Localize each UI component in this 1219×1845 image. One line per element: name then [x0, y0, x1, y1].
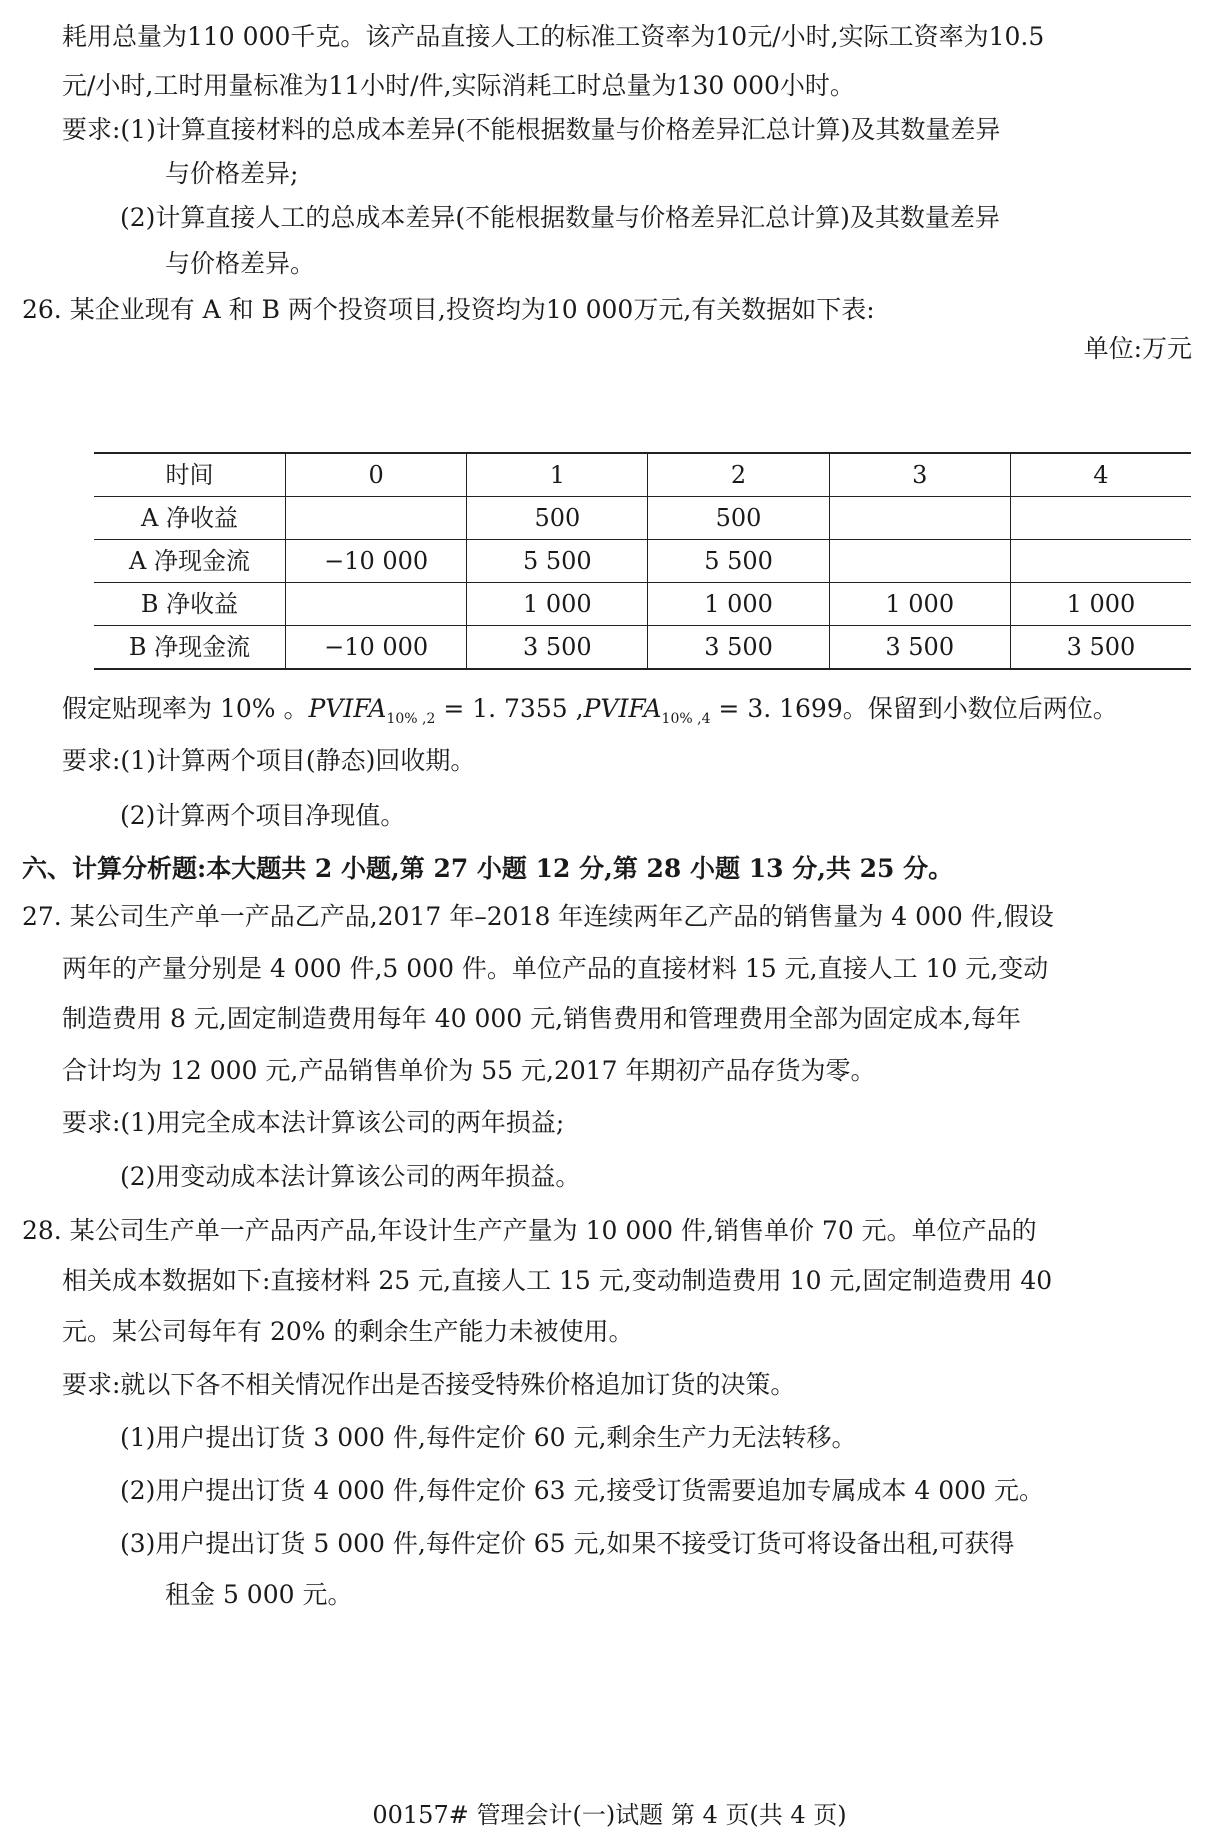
pvifa-subscript: 10% ,2 [386, 711, 436, 727]
table-row [94, 583, 1191, 626]
header-cell: 1 [467, 453, 648, 497]
table-cell [1010, 497, 1191, 540]
question-28-requirement: 要求:就以下各不相关情况作出是否接受特殊价格追加订货的决策。 [62, 1370, 796, 1399]
intro-line-2: 元/小时,工时用量标准为11小时/件,实际消耗工时总量为130 000小时。 [62, 71, 855, 100]
table-cell [286, 497, 467, 540]
table-cell [1010, 540, 1191, 583]
question-28-case-2: (2)用户提出订货 4 000 件,每件定价 63 元,接受订货需要追加专属成本 4 000 元。 [120, 1476, 1044, 1505]
pvifa-symbol: PVIFA [308, 694, 387, 723]
table-cell: 1 000 [1010, 583, 1191, 626]
question-28-case-1: (1)用户提出订货 3 000 件,每件定价 60 元,剩余生产力无法转移。 [120, 1423, 857, 1452]
table-cell: 5 500 [648, 540, 829, 583]
question-26-title: 26. 某企业现有 A 和 B 两个投资项目,投资均为10 000万元,有关数据如下表: [22, 295, 875, 324]
question-28-line-1: 28. 某公司生产单一产品丙产品,年设计生产产量为 10 000 件,销售单价 70 元。单位产品的 [22, 1216, 1037, 1245]
question-27-line-3: 制造费用 8 元,固定制造费用每年 40 000 元,销售费用和管理费用全部为固定成本,每年 [62, 1004, 1022, 1033]
table-row [94, 626, 1191, 670]
table-cell: 500 [648, 497, 829, 540]
pvifa-symbol: PVIFA [583, 694, 662, 723]
question-27-requirement-1: 要求:(1)用完全成本法计算该公司的两年损益; [62, 1108, 565, 1137]
question-27-requirement-2: (2)用变动成本法计算该公司的两年损益。 [120, 1162, 581, 1191]
table-cell [286, 583, 467, 626]
header-cell: 2 [648, 453, 829, 497]
question-28-case-3a: (3)用户提出订货 5 000 件,每件定价 65 元,如果不接受订货可将设备出租,可获得 [120, 1529, 1015, 1558]
table-cell [829, 540, 1010, 583]
table-cell: 1 000 [648, 583, 829, 626]
question-28-line-3: 元。某公司每年有 20% 的剩余生产能力未被使用。 [62, 1317, 634, 1346]
table-cell: 3 500 [467, 626, 648, 670]
intro-requirement-2a: (2)计算直接人工的总成本差异(不能根据数量与价格差异汇总计算)及其数量差异 [120, 203, 1000, 232]
intro-line-1: 耗用总量为110 000千克。该产品直接人工的标准工资率为10元/小时,实际工资率为10.5 [62, 22, 1045, 51]
table-cell: −10 000 [286, 626, 467, 670]
table-cell: 5 500 [467, 540, 648, 583]
discount-rate-formula [62, 692, 1118, 736]
question-28-line-2: 相关成本数据如下:直接材料 25 元,直接人工 15 元,变动制造费用 10 元,固定制造费用 40 [62, 1266, 1053, 1295]
pvifa-value: = 1. 7355 , [435, 694, 584, 723]
intro-requirement-1a: 要求:(1)计算直接材料的总成本差异(不能根据数量与价格差异汇总计算)及其数量差异 [62, 115, 1001, 144]
table-cell: 3 500 [648, 626, 829, 670]
question-26-requirement-2: (2)计算两个项目净现值。 [120, 801, 406, 830]
section-6-heading: 六、计算分析题:本大题共 2 小题,第 27 小题 12 分,第 28 小题 13 分,共 25 分。 [22, 854, 954, 883]
page-footer: 00157# 管理会计(一)试题 第 4 页(共 4 页) [372, 1801, 847, 1829]
pvifa-subscript: 10% ,4 [661, 711, 711, 727]
table-cell: 500 [467, 497, 648, 540]
table-row [94, 497, 1191, 540]
question-27-line-1: 27. 某公司生产单一产品乙产品,2017 年–2018 年连续两年乙产品的销售量为 4 000 件,假设 [22, 902, 1054, 931]
intro-requirement-1b: 与价格差异; [165, 159, 299, 188]
table-cell: A 净收益 [94, 497, 286, 540]
table-cell: B 净收益 [94, 583, 286, 626]
table-cell: 1 000 [829, 583, 1010, 626]
header-cell: 3 [829, 453, 1010, 497]
table-cell: −10 000 [286, 540, 467, 583]
question-27-line-2: 两年的产量分别是 4 000 件,5 000 件。单位产品的直接材料 15 元,直接人工 10 元,变动 [62, 954, 1049, 983]
intro-requirement-2b: 与价格差异。 [165, 249, 316, 278]
investment-table [94, 452, 1191, 670]
header-cell: 4 [1010, 453, 1191, 497]
table-cell: A 净现金流 [94, 540, 286, 583]
table-cell: 3 500 [829, 626, 1010, 670]
header-cell: 0 [286, 453, 467, 497]
table-header-row [94, 453, 1191, 497]
pvifa-value: = 3. 1699。保留到小数位后两位。 [710, 694, 1118, 723]
table-unit-label: 单位:万元 [1083, 334, 1192, 363]
question-28-case-3b: 租金 5 000 元。 [165, 1580, 353, 1609]
question-27-line-4: 合计均为 12 000 元,产品销售单价为 55 元,2017 年期初产品存货为零。 [62, 1056, 876, 1085]
table-cell [829, 497, 1010, 540]
formula-prefix: 假定贴现率为 10% 。 [62, 694, 309, 723]
table-cell: 1 000 [467, 583, 648, 626]
table-cell: B 净现金流 [94, 626, 286, 670]
header-cell: 时间 [94, 453, 286, 497]
table-row [94, 540, 1191, 583]
table-cell: 3 500 [1010, 626, 1191, 670]
question-26-requirement-1: 要求:(1)计算两个项目(静态)回收期。 [62, 746, 476, 775]
